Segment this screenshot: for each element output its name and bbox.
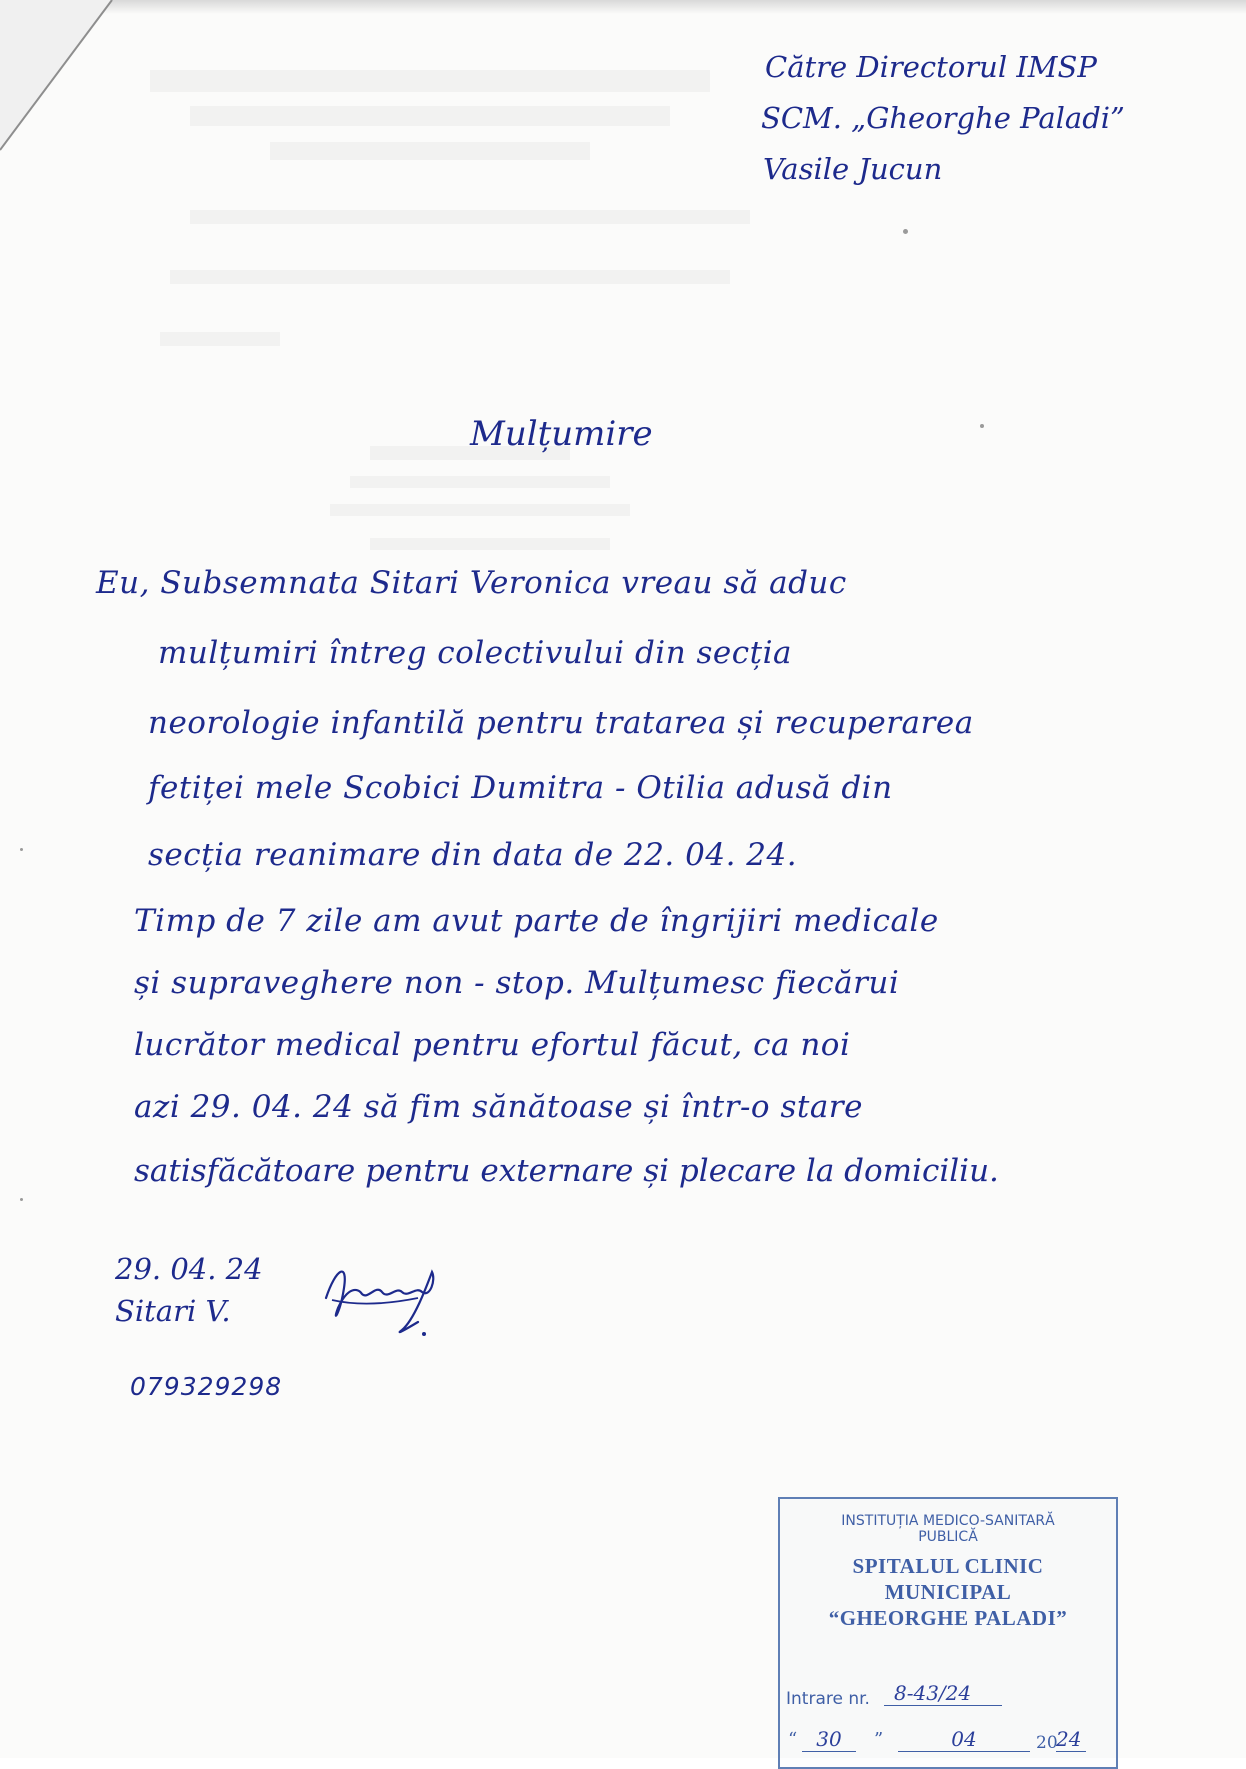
stamp-entry-label: Intrare nr. [786, 1689, 870, 1709]
stamp-institution-line: PUBLICĂ [918, 1529, 978, 1545]
signoff-name: Sitari V. [115, 1294, 231, 1328]
body-line: neorologie infantilă pentru tratarea și recuperarea [148, 705, 974, 741]
stamp-institution [780, 1513, 1116, 1545]
registration-stamp [778, 1497, 1118, 1769]
bleed-through-text [150, 60, 800, 580]
scan-speck [20, 848, 23, 851]
letter-title: Mulțumire [470, 414, 653, 454]
stamp-hospital-name [780, 1553, 1116, 1631]
body-line: lucrător medical pentru efortul făcut, ca noi [134, 1027, 851, 1063]
scan-speck [903, 229, 908, 234]
stamp-institution-line: INSTITUȚIA MEDICO-SANITARĂ [841, 1513, 1055, 1529]
addressee-line: Către Directorul IMSP [765, 50, 1097, 84]
stamp-year-suffix: 24 [1056, 1727, 1086, 1752]
body-line: satisfăcătoare pentru externare și plecare la domiciliu. [134, 1153, 999, 1189]
body-line: Eu, Subsemnata Sitari Veronica vreau să aduc [96, 565, 847, 601]
stamp-hospital-line: SPITALUL CLINIC [852, 1554, 1044, 1578]
stamp-entry-number: 8-43/24 [884, 1681, 1002, 1706]
signoff-date: 29. 04. 24 [115, 1252, 263, 1286]
folded-corner [0, 0, 150, 160]
body-line: Timp de 7 zile am avut parte de îngrijiri medicale [134, 903, 939, 939]
stamp-year-prefix: 20 [1036, 1733, 1058, 1753]
stamp-month: 04 [898, 1727, 1030, 1752]
stamp-quote-open: “ [788, 1729, 798, 1750]
scan-top-shadow [0, 0, 1246, 14]
stamp-day: 30 [802, 1727, 856, 1752]
stamp-hospital-line: “GHEORGHE PALADI” [828, 1606, 1068, 1630]
phone-number: 079329298 [130, 1372, 283, 1401]
body-line: azi 29. 04. 24 să fim sănătoase și într-o stare [134, 1089, 863, 1125]
stamp-hospital-line: MUNICIPAL [884, 1580, 1012, 1604]
body-line: mulțumiri întreg colectivului din secția [158, 635, 792, 671]
handwritten-signature [318, 1258, 443, 1340]
scan-speck [980, 424, 984, 428]
stamp-quote-close: ” [874, 1729, 884, 1750]
addressee-block [761, 42, 1195, 195]
body-line: și supraveghere non - stop. Mulțumesc fiecărui [134, 965, 900, 1001]
addressee-line: Vasile Jucun [763, 152, 943, 186]
scan-speck [20, 1198, 23, 1201]
body-line: secția reanimare din data de 22. 04. 24. [148, 837, 798, 873]
addressee-line: SCM. „Gheorghe Paladi” [761, 101, 1125, 135]
body-line: fetiței mele Scobici Dumitra - Otilia adusă din [148, 770, 893, 806]
signoff-block [115, 1248, 263, 1332]
